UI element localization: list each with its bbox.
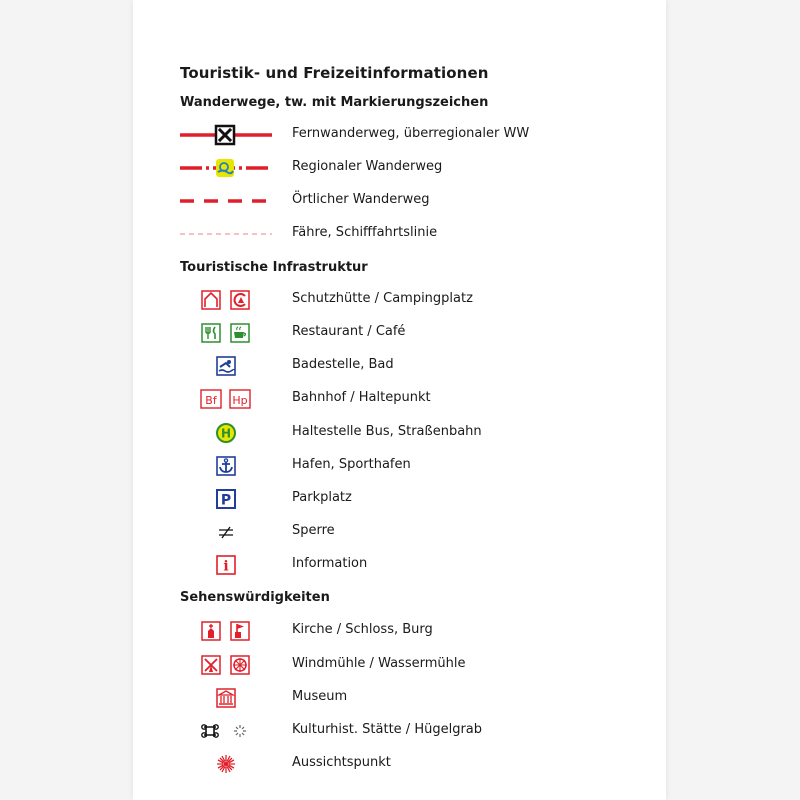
- legend-row-aussichtspunkt: [180, 752, 620, 776]
- trail-label: Fähre, Schifffahrtslinie: [292, 225, 438, 240]
- ferry-line-icon: [180, 222, 272, 246]
- infra-label: Sperre: [292, 523, 335, 538]
- legend-row-hafen: [180, 454, 620, 478]
- museum-icon: [217, 689, 235, 707]
- fernwanderweg-line-icon: [180, 123, 272, 147]
- legend-row-schutzhuette-camping: [180, 288, 620, 312]
- svg-text:P: P: [220, 492, 232, 509]
- cafe-icon: [231, 324, 249, 342]
- viewpoint-icon: [217, 755, 235, 773]
- swimming-icon: [217, 357, 235, 375]
- legend-row-windmuehle-wassermuehle: [180, 653, 620, 677]
- campground-icon: [231, 291, 249, 309]
- regional-trail-line-icon: [180, 156, 272, 180]
- watermill-icon: [231, 656, 249, 674]
- svg-text:Hp: Hp: [232, 394, 248, 407]
- windmill-icon: [202, 656, 220, 674]
- sight-label: Aussichtspunkt: [292, 755, 391, 770]
- bus-stop-icon: [217, 424, 235, 442]
- svg-text:i: i: [223, 558, 229, 575]
- legend-row-oertlicher-wanderweg: [180, 189, 620, 213]
- sight-label: Museum: [292, 689, 348, 704]
- legend-row-badestelle: [180, 354, 620, 378]
- restaurant-icon: [202, 324, 220, 342]
- trail-label: Fernwanderweg, überregionaler WW: [292, 126, 530, 141]
- infra-label: Hafen, Sporthafen: [292, 457, 411, 472]
- legend-row-haltestelle-bus: [180, 421, 620, 445]
- information-icon: [217, 556, 235, 575]
- legend-row-sperre: [180, 520, 620, 544]
- burial-mound-icon: [234, 725, 246, 737]
- infra-label: Schutzhütte / Campingplatz: [292, 291, 473, 306]
- legend-row-regionaler-wanderweg: [180, 156, 620, 180]
- legend-row-information: [180, 553, 620, 577]
- legend-row-bahnhof-haltepunkt: [180, 387, 620, 411]
- sight-label: Kulturhist. Stätte / Hügelgrab: [292, 722, 483, 737]
- legend-title: Touristik- und Freizeitinformationen: [180, 64, 489, 82]
- svg-text:H: H: [220, 426, 232, 441]
- trail-label: Regionaler Wanderweg: [292, 159, 443, 174]
- legend-row-fernwanderweg: [180, 123, 620, 147]
- trail-label: Örtlicher Wanderweg: [292, 192, 430, 207]
- infra-label: Parkplatz: [292, 490, 352, 505]
- castle-icon: [231, 622, 249, 640]
- parking-icon: [217, 490, 235, 509]
- section-heading-infrastruktur: Touristische Infrastruktur: [180, 260, 368, 275]
- shelter-hut-icon: [202, 291, 220, 309]
- section-heading-wanderwege: Wanderwege, tw. mit Markierungszeichen: [180, 95, 489, 110]
- harbor-anchor-icon: [217, 457, 235, 475]
- legend-row-museum: [180, 686, 620, 710]
- infra-label: Bahnhof / Haltepunkt: [292, 390, 431, 405]
- infra-label: Restaurant / Café: [292, 324, 406, 339]
- svg-text:Bf: Bf: [205, 394, 217, 407]
- legend-row-kulturhist-huegelgrab: [180, 719, 620, 743]
- section-heading-sehenswuerdigkeiten: Sehenswürdigkeiten: [180, 590, 330, 605]
- legend-row-faehre: [180, 222, 620, 246]
- legend-row-parkplatz: [180, 487, 620, 511]
- legend-row-kirche-schloss: [180, 619, 620, 643]
- infra-label: Badestelle, Bad: [292, 357, 394, 372]
- infra-label: Information: [292, 556, 368, 571]
- infra-label: Haltestelle Bus, Straßenbahn: [292, 424, 482, 439]
- cultural-site-icon: [202, 725, 218, 737]
- sight-label: Kirche / Schloss, Burg: [292, 622, 433, 637]
- barrier-icon: [219, 527, 233, 538]
- train-station-icon: [201, 390, 221, 408]
- legend-row-restaurant-cafe: [180, 321, 620, 345]
- local-trail-line-icon: [180, 189, 272, 213]
- train-stop-icon: [230, 390, 250, 408]
- church-icon: [202, 622, 220, 640]
- sight-label: Windmühle / Wassermühle: [292, 656, 466, 671]
